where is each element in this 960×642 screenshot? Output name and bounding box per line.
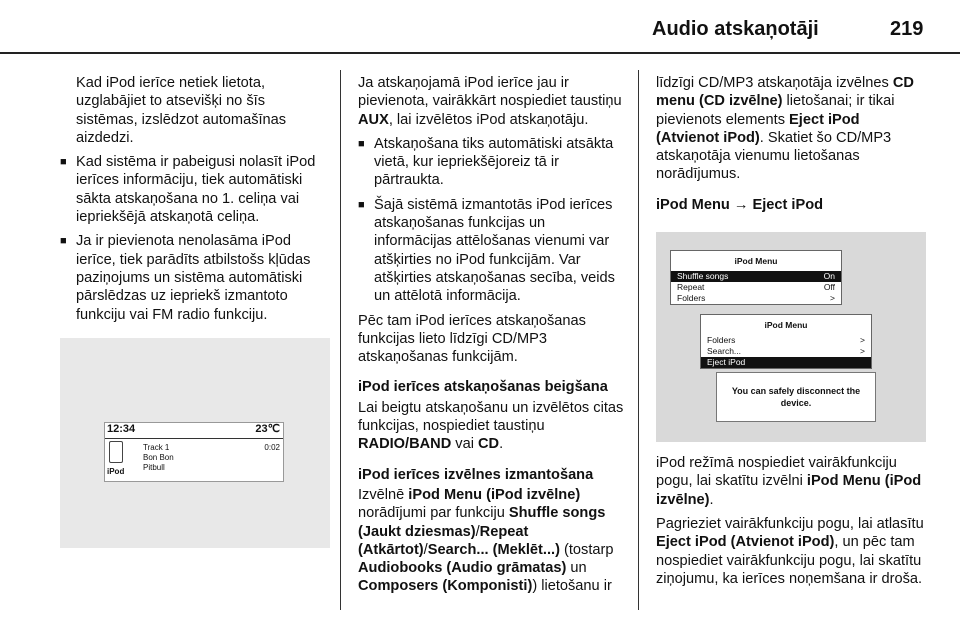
- divider: [105, 438, 283, 439]
- album-name: Pitbull: [143, 462, 165, 472]
- page-number: 219: [890, 18, 924, 40]
- section-heading: iPod Menu → Eject iPod: [656, 196, 824, 213]
- column-divider: [638, 70, 639, 610]
- bullet-item: ■ Atskaņošana tiks automātiski atsākta vietā, kur iepriekšējoreiz tā ir pārtraukta.: [358, 135, 626, 190]
- clock: 12:34: [107, 422, 136, 435]
- paragraph: iPod režīmā nospiediet vairākfunkciju pogu, lai skatītu izvēlni iPod Menu (iPod izvēlne).: [656, 455, 922, 508]
- temperature: 23℃: [255, 422, 280, 435]
- paragraph: Pēc tam iPod ierīces atskaņošanas funkcijas lieto līdzīgi CD/MP3 atskaņošanas funkcijām.: [358, 312, 586, 366]
- disconnect-message: You can safely disconnect the device.: [716, 372, 876, 422]
- artist-name: Bon Bon: [143, 452, 174, 462]
- track-name: Track 1: [143, 442, 170, 452]
- column-1: [60, 74, 328, 548]
- column-divider: [340, 70, 341, 610]
- ipod-menu-figure: [656, 232, 926, 442]
- section-heading: iPod ierīces izvēlnes izmantošana: [358, 466, 594, 483]
- paragraph: Ja atskaņojamā iPod ierīce jau ir pievienota, vairākkārt nospiediet taustiņu AUX, lai izvēlētos iPod atskaņotāju.: [358, 75, 622, 128]
- elapsed-time: 0:02: [264, 442, 280, 452]
- paragraph: Izvēlnē iPod Menu (iPod izvēlne) norādījumi par funkciju Shuffle songs (Jaukt dziesmas)/Repeat (Atkārtot)/Search... (Meklēt...) (tostarp Audiobooks (Audio grāmatas) un Composers (Komponisti)) lietošanu ir: [358, 486, 614, 595]
- ipod-menu-2: iPod Menu Folders > Search... > Eject iPod: [700, 314, 872, 369]
- display-screen: [104, 422, 284, 482]
- ipod-icon: [109, 441, 123, 463]
- ipod-menu-1: iPod Menu Shuffle songs On Repeat Off Folders >: [670, 250, 842, 305]
- paragraph: Lai beigtu atskaņošanu un izvēlētos citas funkcijas, nospiediet taustiņu RADIO/BAND vai CD.: [358, 399, 624, 453]
- source-label: iPod: [107, 466, 125, 476]
- bullet-item: ■ Ja ir pievienota nenolasāma iPod ierīce, tiek parādīts atbilstošs kļūdas paziņojums un sistēma automātiski pārslēdzas uz iepriekš izmantoto funkciju vai FM radio funkciju.: [60, 232, 328, 323]
- bullet-item: ■ Šajā sistēmā izmantotās iPod ierīces atskaņošanas funkcijas un informācijas attēlošanas vienumi var atšķirties no iPod funkcijām. Var atšķirties atskaņošanas secība, veids un attēlotā informācija.: [358, 196, 626, 306]
- section-heading: iPod ierīces atskaņošanas beigšana: [358, 379, 608, 396]
- header-rule: [0, 52, 960, 54]
- column-3: [656, 74, 926, 594]
- paragraph: Kad iPod ierīce netiek lietota, uzglabājiet to atsevišķi no šīs sistēmas, izslēdzot automašīnas aizdedzi.: [76, 75, 287, 146]
- bullet-item: ■ Kad sistēma ir pabeigusi nolasīt iPod ierīces informāciju, tiek automātiski sākta atskaņošana no 1. celiņa vai iepriekšējā atskaņotā celiņa.: [60, 153, 328, 226]
- paragraph: līdzīgi CD/MP3 atskaņotāja izvēlnes CD menu (CD izvēlne) lietošanai; ir tikai pievienots elements Eject iPod (Atvienot iPod). Skatiet šo CD/MP3 atskaņotāja vienumu lietošanas norādījumus.: [656, 75, 914, 183]
- ipod-screen-figure: [60, 338, 330, 548]
- paragraph: Pagrieziet vairākfunkciju pogu, lai atlasītu Eject iPod (Atvienot iPod), un pēc tam nospiediet vairākfunkciju pogu, lai skatītu ziņojumu, ka ierīces noņemšana ir droša.: [656, 515, 924, 587]
- page-header-title: Audio atskaņotāji: [652, 18, 819, 40]
- column-2: [358, 74, 626, 602]
